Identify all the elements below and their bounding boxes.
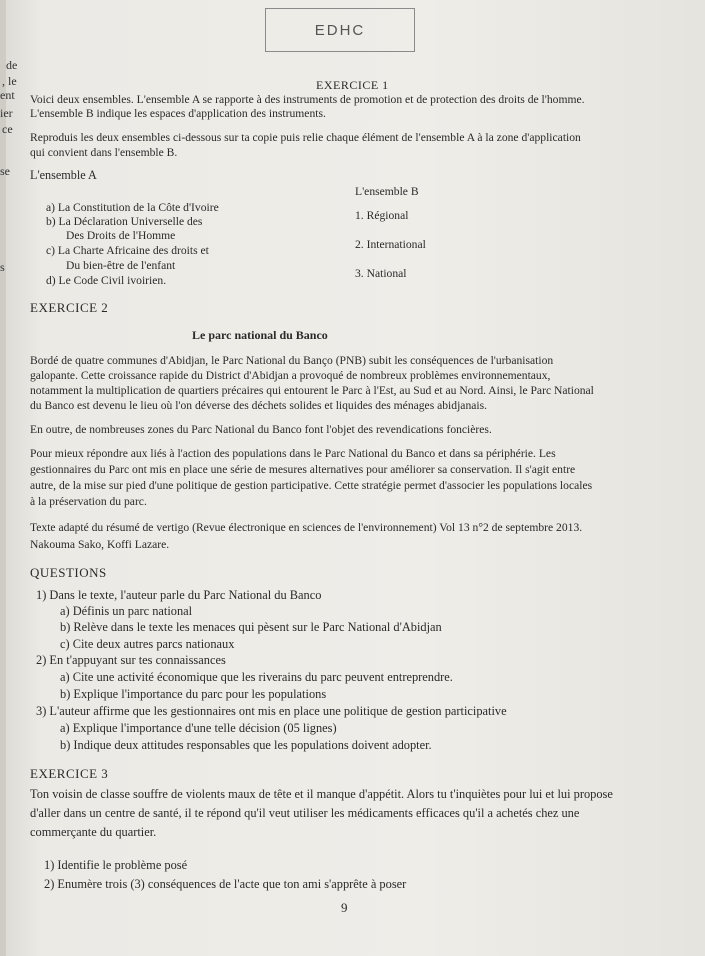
set-b-item: 3. National bbox=[355, 267, 407, 280]
question: b) Relève dans le texte les menaces qui pèsent sur le Parc National d'Abidjan bbox=[60, 620, 442, 634]
set-a-item: d) Le Code Civil ivoirien. bbox=[46, 274, 167, 287]
question: a) Définis un parc national bbox=[60, 604, 193, 618]
subject-header: EDHC bbox=[265, 8, 415, 52]
exercise3-question: 1) Identifie le problème posé bbox=[44, 858, 188, 872]
set-a-item: b) La Déclaration Universelle des bbox=[46, 215, 203, 228]
margin-fragment: de bbox=[6, 58, 18, 72]
exercise1-title: EXERCICE 1 bbox=[316, 78, 389, 92]
question: a) Cite une activité économique que les riverains du parc peuvent entreprendre. bbox=[60, 670, 453, 684]
paragraph1-line: galopante. Cette croissance rapide du District d'Abidjan a provoqué de nombreux problèmes environnementaux, bbox=[30, 369, 551, 382]
exercise1-instruction-line: qui convient dans l'ensemble B. bbox=[30, 146, 178, 159]
margin-fragment: se bbox=[0, 164, 10, 178]
margin-fragment: , le bbox=[2, 74, 17, 88]
question: a) Explique l'importance d'une telle décision (05 lignes) bbox=[60, 721, 337, 735]
page-number: 9 bbox=[341, 900, 348, 915]
text-title: Le parc national du Banco bbox=[192, 328, 328, 342]
questions-title: QUESTIONS bbox=[30, 565, 107, 580]
paragraph3-line: gestionnaires du Parc ont mis en place une série de mesures alternatives pour améliorer sa conservation. Il s'agit entre bbox=[30, 463, 576, 476]
source-line: Texte adapté du résumé de vertigo (Revue électronique en sciences de l'environnement) Vol 13 n°2 de septembre 2013. bbox=[30, 521, 583, 534]
exercise1-intro-line: Voici deux ensembles. L'ensemble A se rapporte à des instruments de promotion et de protection des droits de l'homme. bbox=[30, 93, 585, 106]
page-fold-shadow bbox=[0, 0, 6, 956]
exercise3-line: commerçante du quartier. bbox=[30, 825, 157, 839]
question: c) Cite deux autres parcs nationaux bbox=[60, 637, 235, 651]
exercise3-question: 2) Enumère trois (3) conséquences de l'acte que ton ami s'apprête à poser bbox=[44, 877, 407, 891]
set-a-item: a) La Constitution de la Côte d'Ivoire bbox=[46, 201, 219, 214]
paragraph2: En outre, de nombreuses zones du Parc National du Banco font l'objet des revendications foncières. bbox=[30, 423, 492, 436]
margin-fragment: ier bbox=[0, 106, 13, 120]
source-line: Nakouma Sako, Koffi Lazare. bbox=[30, 538, 170, 551]
set-a-item: Du bien-être de l'enfant bbox=[66, 259, 176, 272]
exercise3-title: EXERCICE 3 bbox=[30, 766, 109, 781]
set-a-item: c) La Charte Africaine des droits et bbox=[46, 244, 209, 257]
set-b-item: 2. International bbox=[355, 238, 426, 251]
margin-fragment: ce bbox=[2, 122, 13, 136]
set-a-title: L'ensemble A bbox=[30, 168, 97, 182]
paragraph1-line: notamment la multiplication de quartiers précaires qui entourent le Parc à l'Est, au Sud et au Nord. Ainsi, le Parc National bbox=[30, 384, 594, 397]
set-b-item: 1. Régional bbox=[355, 209, 409, 222]
question: b) Explique l'importance du parc pour les populations bbox=[60, 687, 327, 701]
paragraph3-line: autre, de la mise sur pied d'une politique de gestion participative. Cette stratégie permet d'associer les populations locales bbox=[30, 479, 593, 492]
paragraph1-line: du Banco est devenu le lieu où l'on déverse des déchets solides et liquides des ménages abidjanais. bbox=[30, 399, 488, 412]
exercise1-intro-line: L'ensemble B indique les espaces d'application des instruments. bbox=[30, 107, 326, 120]
margin-fragment: s bbox=[0, 260, 5, 274]
set-a-item: Des Droits de l'Homme bbox=[66, 229, 176, 242]
exercise1-instruction-line: Reproduis les deux ensembles ci-dessous sur ta copie puis relie chaque élément de l'ensemble A à la zone d'application bbox=[30, 131, 581, 144]
question: b) Indique deux attitudes responsables que les populations doivent adopter. bbox=[60, 738, 432, 752]
paragraph1-line: Bordé de quatre communes d'Abidjan, le Parc National du Banço (PNB) subit les conséquences de l'urbanisation bbox=[30, 354, 554, 367]
question: 3) L'auteur affirme que les gestionnaires ont mis en place une politique de gestion participative bbox=[36, 704, 507, 718]
question: 2) En t'appuyant sur tes connaissances bbox=[36, 653, 226, 667]
exercise3-line: d'aller dans un centre de santé, il te répond qu'il veut utiliser les médicaments efficaces qu'il a achetés chez une bbox=[30, 806, 580, 820]
margin-fragment: ent bbox=[0, 88, 15, 102]
exercise2-title: EXERCICE 2 bbox=[30, 300, 109, 315]
paragraph3-line: à la préservation du parc. bbox=[30, 495, 147, 508]
set-b-title: L'ensemble B bbox=[355, 185, 419, 198]
paragraph3-line: Pour mieux répondre aux liés à l'action des populations dans le Parc National du Banco et dans sa périphérie. Les bbox=[30, 447, 556, 460]
exercise3-line: Ton voisin de classe souffre de violents maux de tête et il manque d'appétit. Alors tu t'inquiètes pour lui et lui propose bbox=[30, 787, 613, 801]
question: 1) Dans le texte, l'auteur parle du Parc National du Banco bbox=[36, 588, 322, 602]
